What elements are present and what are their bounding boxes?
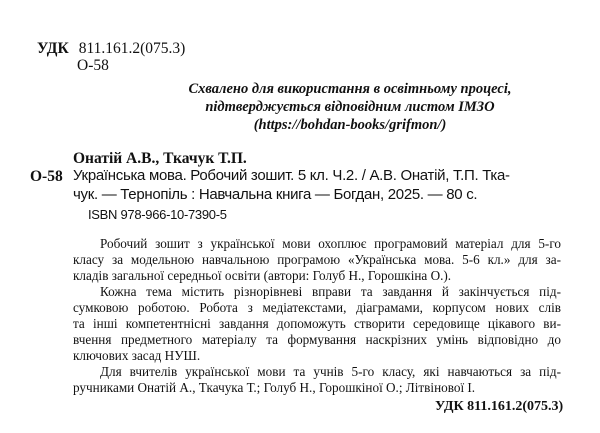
annotation-line: та інші компетентнісні завдання допоможуть створити середовище цікавого ви- bbox=[73, 316, 561, 331]
annotation-line: ключових засад НУШ. bbox=[73, 348, 201, 363]
udk-footer: УДК 811.161.2(075.3) bbox=[435, 399, 564, 414]
annotation-line: ручниками Онатій А., Ткачука Т.; Голуб Н., Горошкіної О.; Літвінової І. bbox=[73, 380, 476, 395]
udk-label: УДК bbox=[37, 40, 69, 57]
annotation-line: Робочий зошит з української мови охоплює програмовий матеріал для 5-го bbox=[100, 236, 561, 251]
approval-line: підтверджується відповідним листом ІМЗО bbox=[205, 99, 495, 115]
bibliographic-description bbox=[73, 167, 553, 204]
udk-header bbox=[37, 40, 185, 58]
udk-code: 811.161.2(075.3) bbox=[78, 40, 186, 57]
catalog-authors: Онатій А.В., Ткачук Т.П. bbox=[73, 150, 247, 167]
annotation-line: сумковою роботою. Робота з медіатекстами, діаграмами, корпусом нових слів bbox=[73, 300, 561, 315]
annotation-line: Для вчителів української мови та учнів 5-го класу, які навчаються за під- bbox=[100, 364, 561, 379]
biblio-line: чук. — Тернопіль : Навчальна книга — Богдан, 2025. — 80 с. bbox=[73, 185, 478, 203]
annotation-line: Кожна тема містить різнорівневі вправи та завдання й закінчується під- bbox=[100, 284, 561, 299]
isbn: ISBN 978-966-10-7390-5 bbox=[88, 207, 227, 222]
approval-note bbox=[150, 80, 550, 134]
annotation-line: кладів загальної середньої освіти (автори: Голуб Н., Горошкіна О.). bbox=[73, 268, 452, 283]
catalog-author-mark: О-58 bbox=[30, 168, 63, 185]
approval-line: (https://bohdan-books/grifmon/) bbox=[253, 117, 447, 133]
annotation-line: вчення предметного матеріалу та формування наскрізних умінь відповідно до bbox=[73, 332, 561, 347]
approval-line: Схвалено для використання в освітньому процесі, bbox=[188, 81, 512, 97]
annotation bbox=[73, 236, 561, 396]
biblio-line: Українська мова. Робочий зошит. 5 кл. Ч.2. / А.В. Онатій, Т.П. Тка- bbox=[73, 167, 510, 184]
annotation-line: класу за модельною навчальною програмою «Українська мова. 5-6 кл.» для за- bbox=[73, 252, 561, 267]
author-mark-top: О-58 bbox=[77, 57, 109, 74]
